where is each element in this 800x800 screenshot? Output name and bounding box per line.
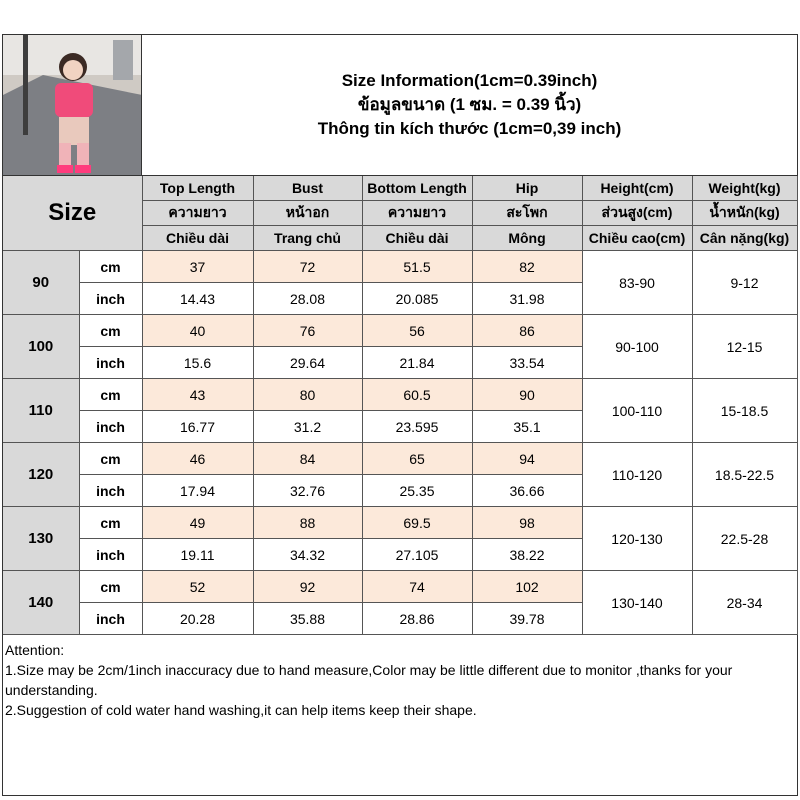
col-height-en: Height(cm)	[582, 176, 692, 201]
cell-value: 32.76	[253, 475, 362, 507]
col-height-th: ส่วนสูง(cm)	[582, 201, 692, 226]
col-hip-th: สะโพก	[472, 201, 582, 226]
cell-value: 28.86	[362, 603, 472, 635]
size-value: 110	[3, 379, 79, 443]
cell-value: 15.6	[142, 347, 253, 379]
unit-inch: inch	[79, 603, 142, 635]
cell-value: 56	[362, 315, 472, 347]
size-value: 90	[3, 251, 79, 315]
size-table	[3, 176, 798, 635]
cell-value: 84	[253, 443, 362, 475]
cell-value: 31.2	[253, 411, 362, 443]
cell-value: 14.43	[142, 283, 253, 315]
cell-value: 34.32	[253, 539, 362, 571]
col-bust-vi: Trang chủ	[253, 226, 362, 251]
notes-item-2: 2.Suggestion of cold water hand washing,it can help items keep their shape.	[5, 702, 477, 718]
weight-range: 28-34	[692, 571, 797, 635]
cell-value: 28.08	[253, 283, 362, 315]
cell-value: 35.88	[253, 603, 362, 635]
cell-value: 88	[253, 507, 362, 539]
unit-cm: cm	[79, 443, 142, 475]
cell-value: 90	[472, 379, 582, 411]
cell-value: 82	[472, 251, 582, 283]
table-row	[3, 251, 797, 283]
cell-value: 52	[142, 571, 253, 603]
cell-value: 92	[253, 571, 362, 603]
cell-value: 69.5	[362, 507, 472, 539]
product-photo	[3, 35, 142, 176]
weight-range: 18.5-22.5	[692, 443, 797, 507]
cell-value: 23.595	[362, 411, 472, 443]
col-top-length-en: Top Length	[142, 176, 253, 201]
height-range: 83-90	[582, 251, 692, 315]
cell-value: 49	[142, 507, 253, 539]
cell-value: 102	[472, 571, 582, 603]
unit-inch: inch	[79, 475, 142, 507]
cell-value: 33.54	[472, 347, 582, 379]
cell-value: 43	[142, 379, 253, 411]
cell-value: 27.105	[362, 539, 472, 571]
cell-value: 19.11	[142, 539, 253, 571]
cell-value: 76	[253, 315, 362, 347]
col-bottom-length-en: Bottom Length	[362, 176, 472, 201]
table-row	[3, 443, 797, 475]
unit-cm: cm	[79, 379, 142, 411]
cell-value: 46	[142, 443, 253, 475]
col-top-length-th: ความยาว	[142, 201, 253, 226]
col-bottom-length-th: ความยาว	[362, 201, 472, 226]
size-chart	[2, 34, 798, 796]
cell-value: 20.085	[362, 283, 472, 315]
size-value: 120	[3, 443, 79, 507]
cell-value: 60.5	[362, 379, 472, 411]
cell-value: 25.35	[362, 475, 472, 507]
col-hip-en: Hip	[472, 176, 582, 201]
cell-value: 72	[253, 251, 362, 283]
col-bust-en: Bust	[253, 176, 362, 201]
weight-range: 22.5-28	[692, 507, 797, 571]
size-value: 130	[3, 507, 79, 571]
cell-value: 37	[142, 251, 253, 283]
cell-value: 36.66	[472, 475, 582, 507]
size-header: Size	[3, 176, 142, 251]
col-hip-vi: Mông	[472, 226, 582, 251]
col-top-length-vi: Chiều dài	[142, 226, 253, 251]
unit-inch: inch	[79, 539, 142, 571]
table-row	[3, 315, 797, 347]
cell-value: 29.64	[253, 347, 362, 379]
unit-inch: inch	[79, 347, 142, 379]
unit-cm: cm	[79, 571, 142, 603]
height-range: 120-130	[582, 507, 692, 571]
unit-cm: cm	[79, 507, 142, 539]
cell-value: 40	[142, 315, 253, 347]
title-vietnamese: Thông tin kích thước (1cm=0,39 inch)	[317, 119, 622, 138]
weight-range: 15-18.5	[692, 379, 797, 443]
cell-value: 16.77	[142, 411, 253, 443]
height-range: 100-110	[582, 379, 692, 443]
table-row	[3, 507, 797, 539]
weight-range: 9-12	[692, 251, 797, 315]
unit-inch: inch	[79, 283, 142, 315]
cell-value: 80	[253, 379, 362, 411]
cell-value: 74	[362, 571, 472, 603]
height-range: 130-140	[582, 571, 692, 635]
unit-cm: cm	[79, 251, 142, 283]
cell-value: 38.22	[472, 539, 582, 571]
col-weight-th: น้ำหนัก(kg)	[692, 201, 797, 226]
cell-value: 39.78	[472, 603, 582, 635]
unit-inch: inch	[79, 411, 142, 443]
cell-value: 35.1	[472, 411, 582, 443]
title-block	[142, 35, 797, 176]
weight-range: 12-15	[692, 315, 797, 379]
cell-value: 21.84	[362, 347, 472, 379]
size-value: 140	[3, 571, 79, 635]
cell-value: 94	[472, 443, 582, 475]
attention-notes	[3, 638, 797, 722]
col-weight-en: Weight(kg)	[692, 176, 797, 201]
col-bust-th: หน้าอก	[253, 201, 362, 226]
size-value: 100	[3, 315, 79, 379]
col-bottom-length-vi: Chiều dài	[362, 226, 472, 251]
col-height-vi: Chiều cao(cm)	[582, 226, 692, 251]
col-weight-vi: Cân nặng(kg)	[692, 226, 797, 251]
title-thai: ข้อมูลขนาด (1 ซม. = 0.39 นิ้ว)	[357, 95, 582, 114]
cell-value: 65	[362, 443, 472, 475]
table-row	[3, 571, 797, 603]
notes-heading: Attention:	[5, 642, 65, 658]
height-range: 110-120	[582, 443, 692, 507]
cell-value: 20.28	[142, 603, 253, 635]
table-row	[3, 379, 797, 411]
photo-image	[3, 35, 142, 176]
unit-cm: cm	[79, 315, 142, 347]
height-range: 90-100	[582, 315, 692, 379]
cell-value: 98	[472, 507, 582, 539]
notes-item-1: 1.Size may be 2cm/1inch inaccuracy due to hand measure,Color may be little different due to monitor ,thanks for your understanding.	[5, 662, 733, 698]
cell-value: 31.98	[472, 283, 582, 315]
cell-value: 17.94	[142, 475, 253, 507]
cell-value: 86	[472, 315, 582, 347]
cell-value: 51.5	[362, 251, 472, 283]
title-english: Size Information(1cm=0.39inch)	[341, 71, 598, 90]
